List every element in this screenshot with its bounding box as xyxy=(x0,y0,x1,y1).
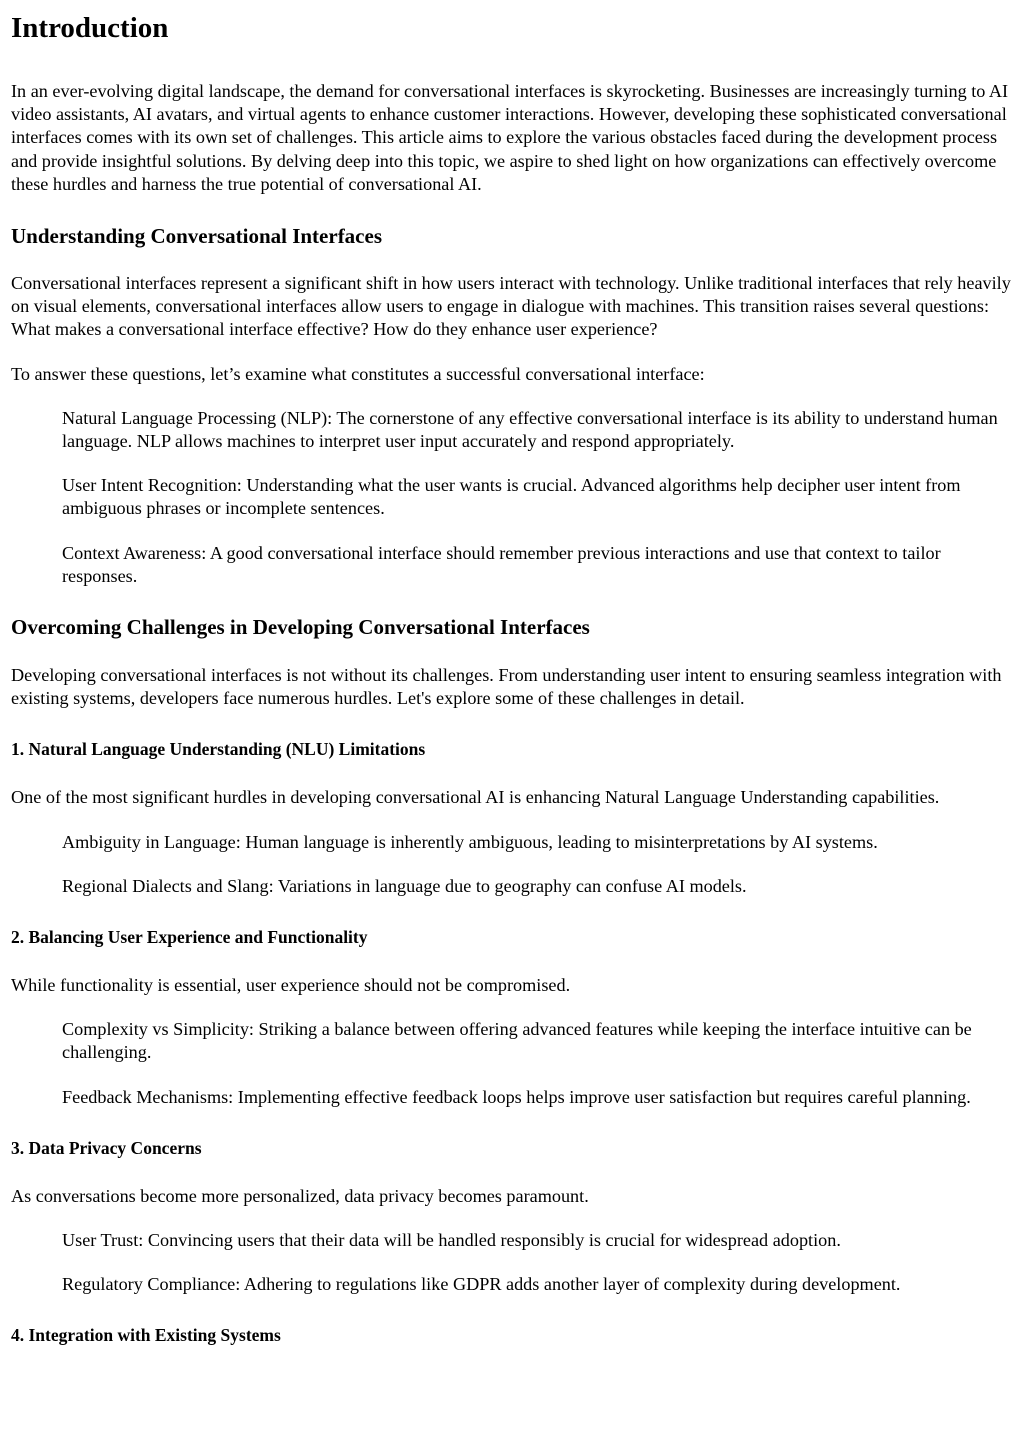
subheading-privacy: 3. Data Privacy Concerns xyxy=(11,1137,202,1158)
page-title: Introduction xyxy=(11,12,169,44)
subheading-ux: 2. Balancing User Experience and Functionality xyxy=(11,927,368,948)
list-item-complexity: Complexity vs Simplicity: Striking a balance between offering advanced features while keeping the interface intuitive can be challenging. xyxy=(62,1019,972,1063)
understanding-paragraph: Conversational interfaces represent a significant shift in how users interact with technology. Unlike traditional interfaces that rely heavily on visual elements, conversational interfaces allow users to engage in dialogue with machines. This transition raises several questions: What makes a conversational interface effective? How do they enhance user experience? xyxy=(11,273,1011,340)
section-heading-understanding: Understanding Conversational Interfaces xyxy=(11,224,382,249)
privacy-paragraph: As conversations become more personalized, data privacy becomes paramount. xyxy=(11,1185,589,1206)
list-item-intent: User Intent Recognition: Understanding what the user wants is crucial. Advanced algorithms help decipher user intent from ambiguous phrases or incomplete sentences. xyxy=(62,475,961,519)
list-item-ambiguity: Ambiguity in Language: Human language is inherently ambiguous, leading to misinterpretations by AI systems. xyxy=(62,831,878,852)
list-item-dialects: Regional Dialects and Slang: Variations in language due to geography can confuse AI models. xyxy=(62,875,747,896)
list-item-context: Context Awareness: A good conversational interface should remember previous interactions and use that context to tailor responses. xyxy=(62,542,941,586)
list-item-feedback: Feedback Mechanisms: Implementing effective feedback loops helps improve user satisfaction but requires careful planning. xyxy=(62,1086,971,1107)
ux-paragraph: While functionality is essential, user experience should not be compromised. xyxy=(11,975,571,996)
intro-paragraph: In an ever-evolving digital landscape, the demand for conversational interfaces is skyrocketing. Businesses are increasingly turning to AI video assistants, AI avatars, and virtual agents to enhance customer interactions. However, developing these sophisticated conversational interfaces comes with its own set of challenges. This article aims to explore the various obstacles faced during the development process and provide insightful solutions. By delving deep into this topic, we aspire to shed light on how organizations can effectively overcome these hurdles and harness the true potential of conversational AI. xyxy=(11,81,1009,194)
list-item-trust: User Trust: Convincing users that their data will be handled responsibly is crucial for widespread adoption. xyxy=(62,1230,841,1251)
list-item-nlp: Natural Language Processing (NLP): The cornerstone of any effective conversational interface is its ability to understand human language. NLP allows machines to interpret user input accurately and respond appropriately. xyxy=(62,407,998,452)
list-item-compliance: Regulatory Compliance: Adhering to regulations like GDPR adds another layer of complexity during development. xyxy=(62,1274,901,1295)
challenges-paragraph: Developing conversational interfaces is not without its challenges. From understanding user intent to ensuring seamless integration with existing systems, developers face numerous hurdles. Let's explore some of these challenges in detail. xyxy=(11,665,1002,709)
section-heading-challenges: Overcoming Challenges in Developing Conversational Interfaces xyxy=(11,615,590,640)
subheading-integration: 4. Integration with Existing Systems xyxy=(11,1325,281,1346)
nlu-paragraph: One of the most significant hurdles in developing conversational AI is enhancing Natural Language Understanding capabilities. xyxy=(11,787,940,808)
subheading-nlu: 1. Natural Language Understanding (NLU) Limitations xyxy=(11,739,426,760)
understanding-intro-list: To answer these questions, let’s examine what constitutes a successful conversational interface: xyxy=(11,363,705,384)
